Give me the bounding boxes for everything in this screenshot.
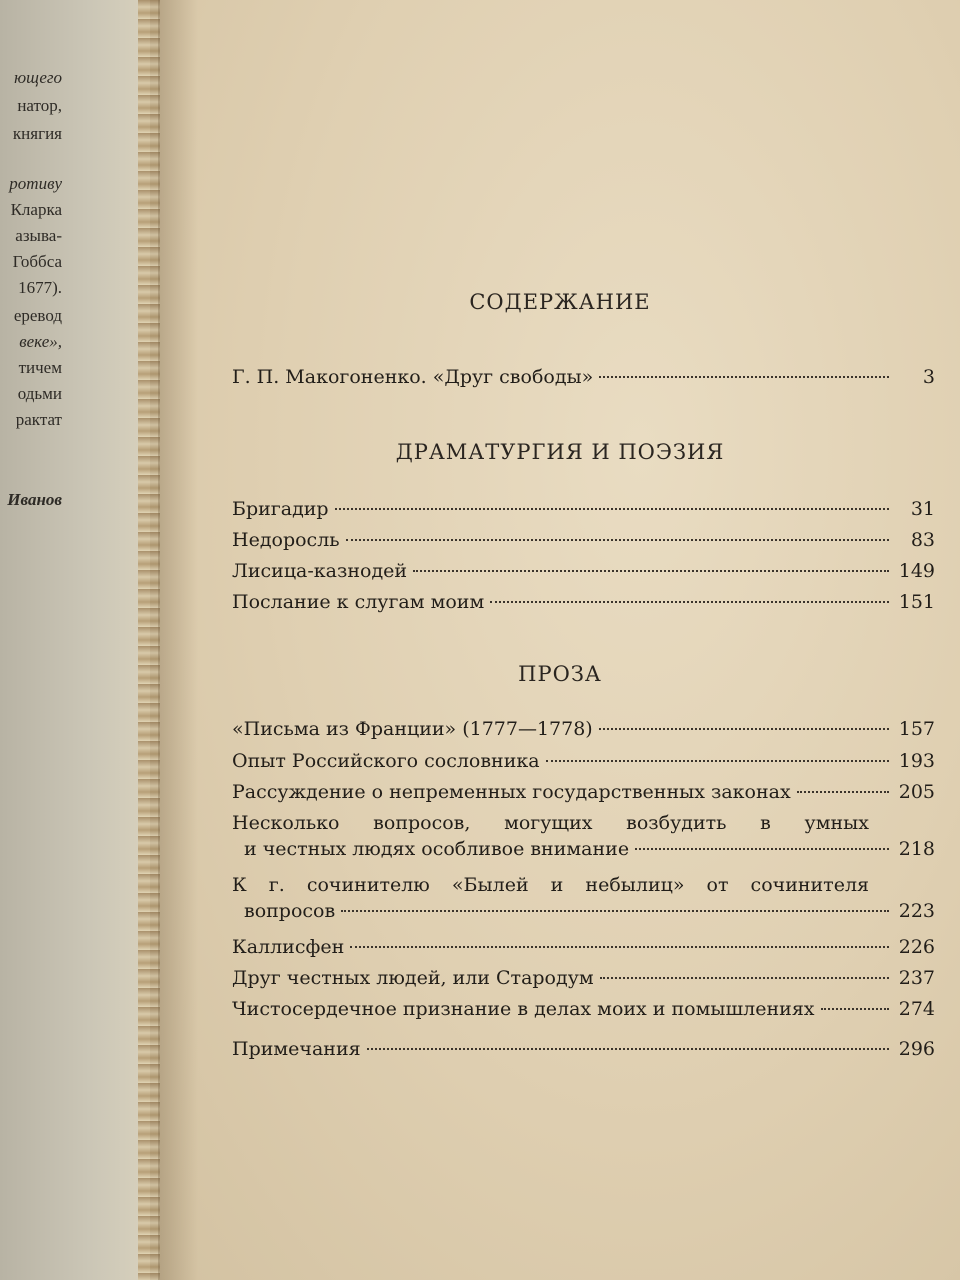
toc-entry-title: К г. сочинителю «Былей и небылиц» от сочинителя — [232, 874, 869, 896]
toc-entry — [232, 965, 935, 991]
toc-entry-title: Послание к слугам моим — [232, 591, 485, 613]
section-heading: ДРАМАТУРГИЯ И ПОЭЗИЯ — [395, 440, 725, 464]
toc-entry-title: Рассуждение о непременных государственных законах — [232, 781, 791, 803]
toc-entry-title: «Письма из Франции» (1777—1778) — [232, 718, 593, 740]
section-heading: ПРОЗА — [518, 662, 602, 686]
toc-title: СОДЕРЖАНИЕ — [469, 290, 651, 314]
toc-entry-page: 3 — [922, 366, 935, 388]
left-page-text: княгия — [12, 124, 62, 143]
toc-entry-page: 223 — [898, 900, 935, 922]
left-page-text: рактат — [15, 410, 62, 429]
toc-entry-page: 296 — [898, 1038, 935, 1060]
toc-entry — [232, 996, 935, 1022]
leader-dots — [335, 508, 889, 510]
toc-entry-title: и честных людях особливое внимание — [244, 838, 630, 860]
leader-dots — [599, 376, 889, 378]
toc-entry-title: вопросов — [244, 900, 336, 922]
left-page-text: одьми — [17, 384, 62, 403]
toc-entry-title: Г. П. Макогоненко. «Друг свободы» — [232, 366, 594, 388]
toc-entry-title: Несколько вопросов, могущих возбудить в умных — [232, 812, 869, 834]
toc-entry-page: 31 — [910, 498, 935, 520]
toc-entry — [232, 364, 935, 390]
left-page-text: ющего — [14, 68, 62, 87]
left-page-text: Кларка — [10, 200, 62, 219]
toc-entry-title: Чистосердечное признание в делах моих и помышлениях — [232, 998, 815, 1020]
toc-entry-page: 205 — [898, 781, 935, 803]
toc-entry — [232, 496, 935, 522]
left-page — [0, 0, 150, 1280]
toc-entry-page: 193 — [898, 750, 935, 772]
toc-entry — [232, 934, 935, 960]
toc-entry — [232, 872, 935, 924]
toc-entry-title: Друг честных людей, или Стародум — [232, 967, 594, 989]
leader-dots — [413, 570, 889, 572]
leader-dots — [346, 539, 889, 541]
left-page-text: еревод — [13, 306, 62, 325]
toc-entry-page: 149 — [898, 560, 935, 582]
leader-dots — [490, 601, 889, 603]
toc-entry-title: Недоросль — [232, 529, 340, 551]
toc-entry-title: Примечания — [232, 1038, 361, 1060]
toc-entry-page: 151 — [898, 591, 935, 613]
toc-entry — [232, 589, 935, 615]
toc-entry-title: Бригадир — [232, 498, 329, 520]
leader-dots — [546, 760, 889, 762]
toc-entry-title: Лисица-казнодей — [232, 560, 408, 582]
toc-entry — [232, 810, 935, 862]
gutter-shadow — [158, 0, 198, 1280]
left-page-text: Гоббса — [12, 252, 62, 271]
left-page-text: 1677). — [18, 278, 62, 297]
toc-entry-page: 157 — [898, 718, 935, 740]
toc-entry — [232, 558, 935, 584]
toc-entry — [232, 748, 935, 774]
toc-entry — [232, 779, 935, 805]
toc-entry-page: 83 — [910, 529, 935, 551]
toc-entry-page: 218 — [898, 838, 935, 860]
toc-entry-page: 237 — [898, 967, 935, 989]
toc-entry — [232, 1036, 935, 1062]
left-page-text: натор, — [17, 96, 62, 115]
toc-entry — [232, 527, 935, 553]
left-page-text: ротиву — [9, 174, 62, 193]
leader-dots — [341, 910, 889, 912]
left-page-signature: Иванов — [7, 490, 62, 509]
left-page-text: веке», — [19, 332, 62, 351]
leader-dots — [797, 791, 889, 793]
leader-dots — [635, 848, 889, 850]
left-page-text: тичем — [18, 358, 62, 377]
toc-entry-page: 226 — [898, 936, 935, 958]
leader-dots — [367, 1048, 889, 1050]
leader-dots — [599, 728, 889, 730]
leader-dots — [600, 977, 889, 979]
toc-entry-page: 274 — [898, 998, 935, 1020]
leader-dots — [350, 946, 889, 948]
toc-entry — [232, 716, 935, 742]
leader-dots — [821, 1008, 889, 1010]
right-page — [160, 0, 960, 1280]
toc-entry-title: Каллисфен — [232, 936, 345, 958]
left-page-text: азыва- — [15, 226, 62, 245]
toc-entry-title: Опыт Российского сословника — [232, 750, 540, 772]
